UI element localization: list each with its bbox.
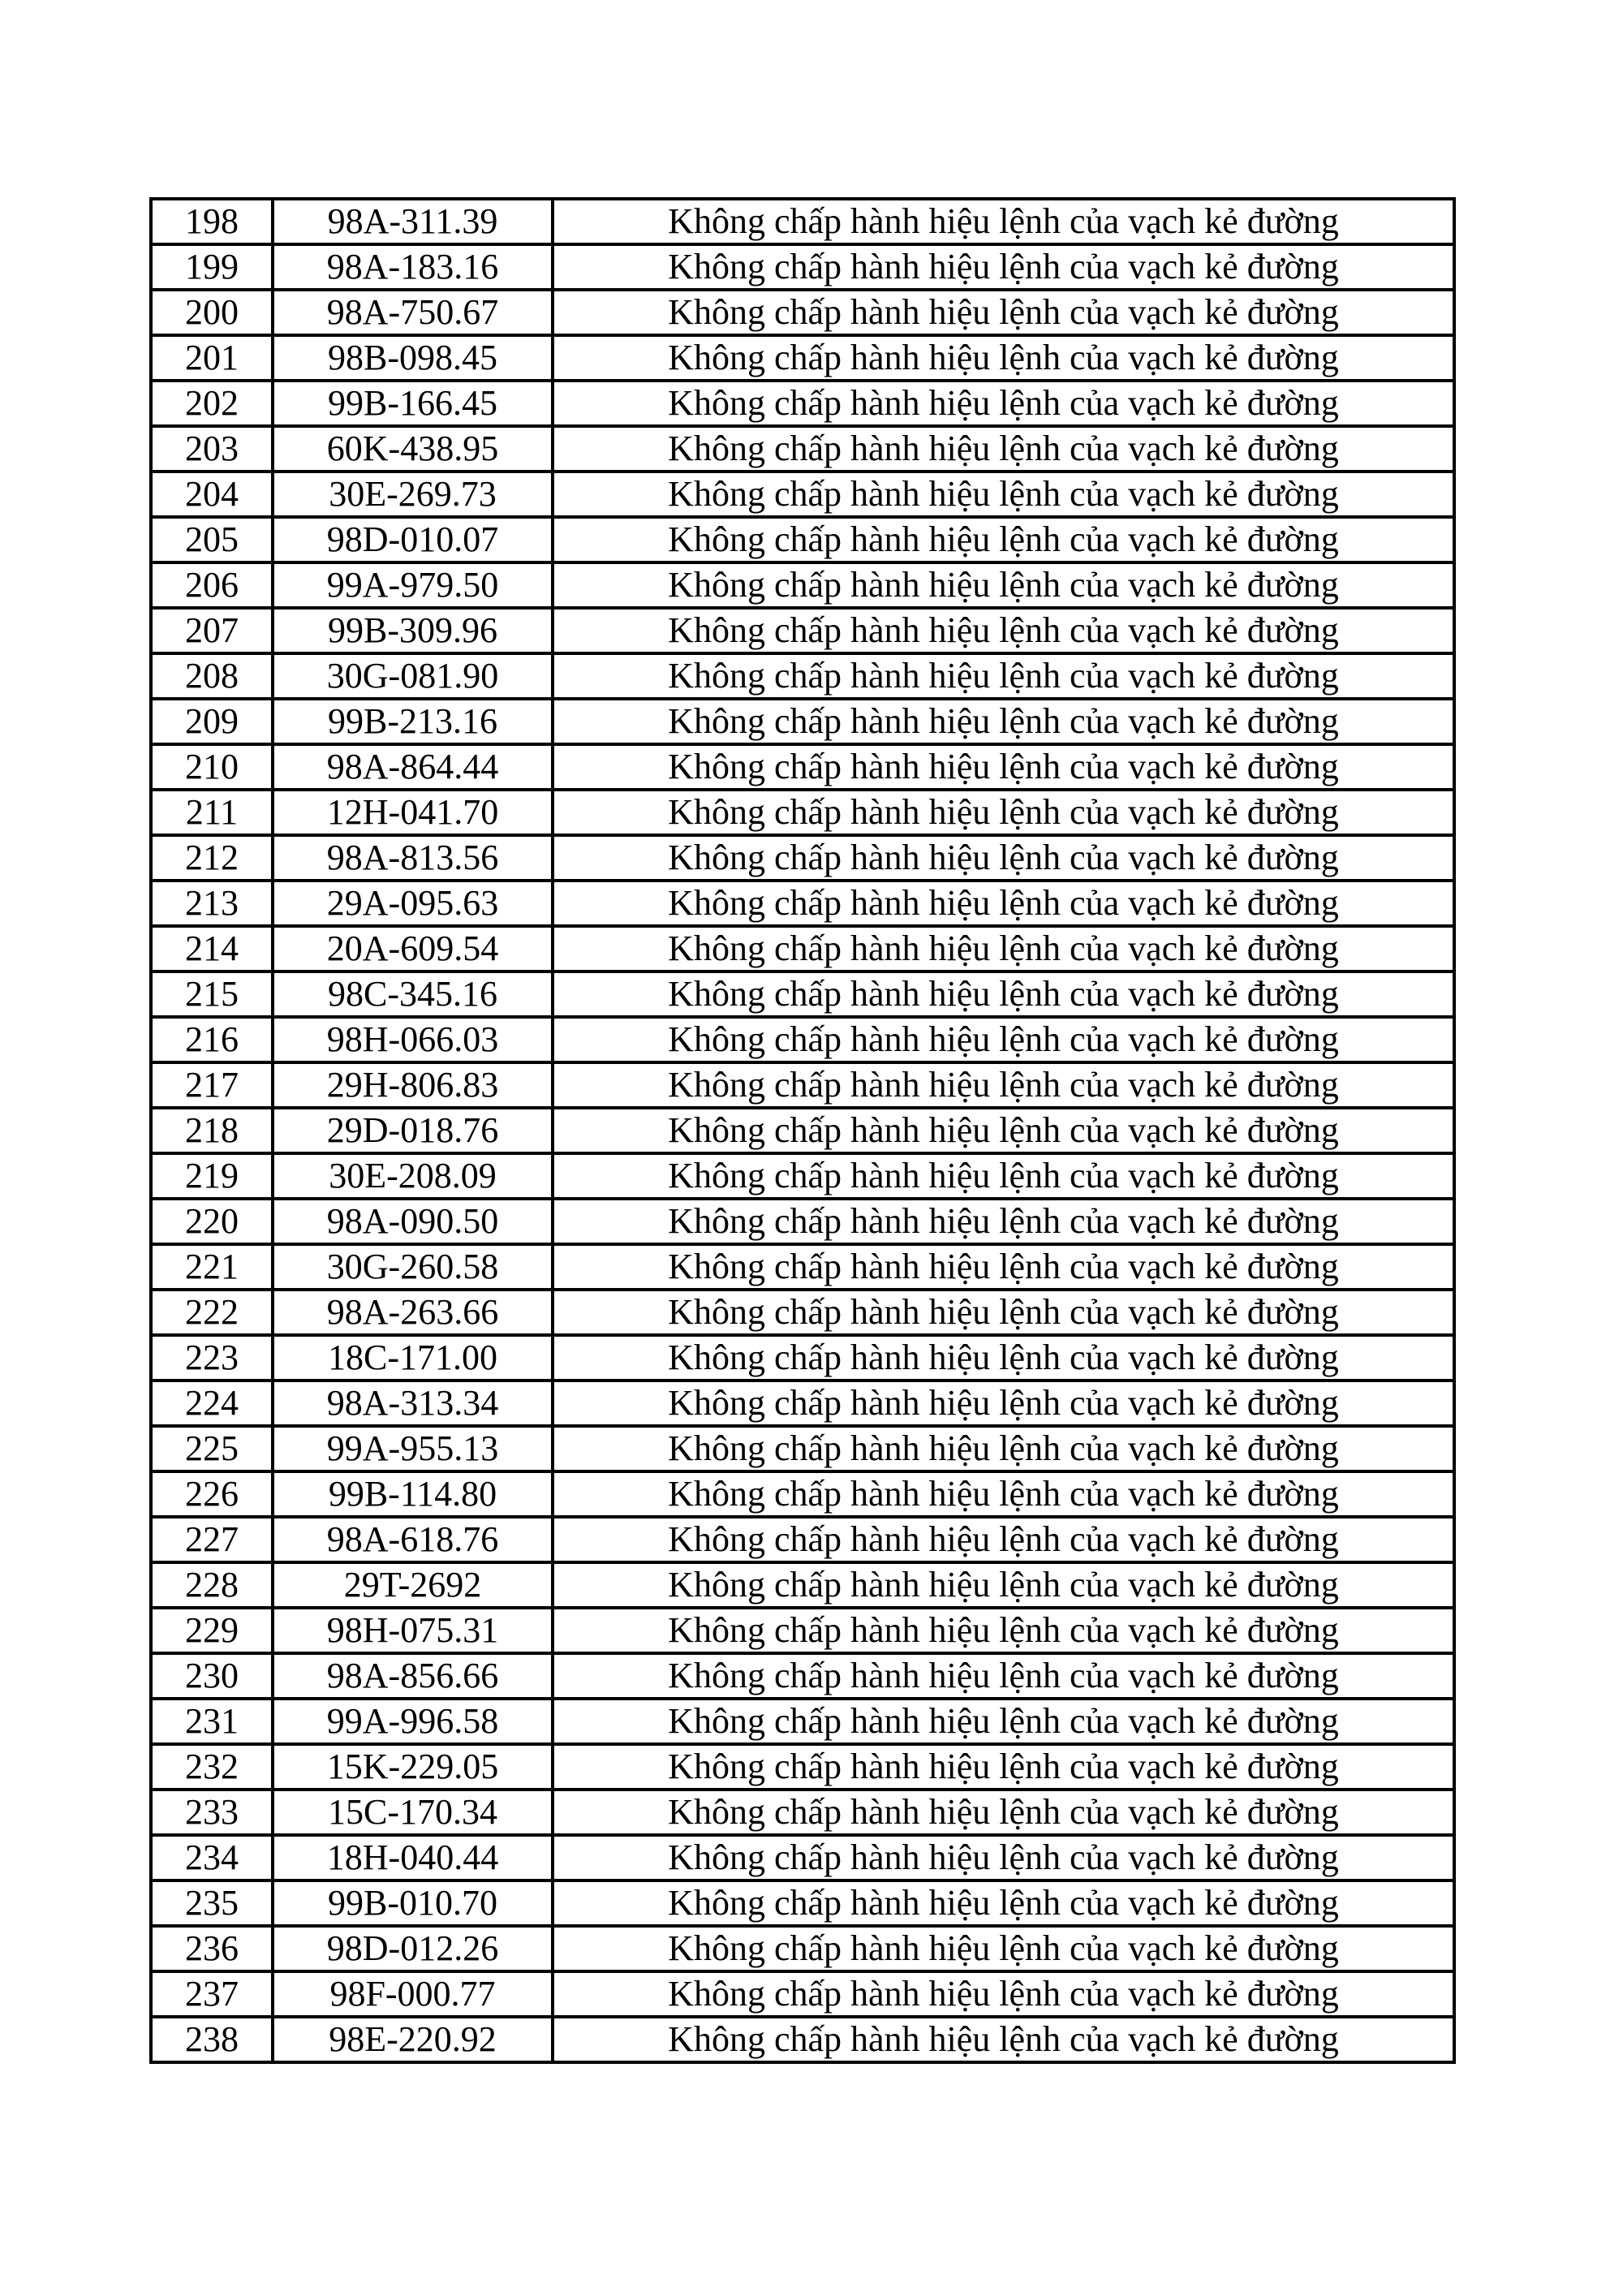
violation-text: Không chấp hành hiệu lệnh của vạch kẻ đường [668, 1701, 1339, 1741]
plate-cell [273, 1426, 553, 1471]
violation-text: Không chấp hành hiệu lệnh của vạch kẻ đường [668, 1837, 1339, 1877]
plate-cell [273, 744, 553, 790]
table-row [151, 744, 1454, 790]
row-index: 226 [185, 1474, 239, 1514]
violation-cell [553, 699, 1454, 744]
table-row [151, 1153, 1454, 1199]
plate-number: 98A-618.76 [326, 1519, 499, 1559]
row-index: 223 [185, 1338, 239, 1377]
row-index-cell [151, 1608, 273, 1653]
violation-text: Không chấp hành hiệu lệnh của vạch kẻ đường [668, 1656, 1339, 1695]
row-index-cell [151, 1926, 273, 1971]
row-index-cell [151, 1153, 273, 1199]
plate-number: 98C-345.16 [328, 974, 497, 1014]
row-index-cell [151, 1381, 273, 1426]
violation-cell [553, 244, 1454, 290]
plate-number: 99B-309.96 [328, 610, 497, 650]
row-index: 204 [185, 474, 239, 514]
plate-cell [273, 1108, 553, 1153]
table-row [151, 1835, 1454, 1880]
row-index-cell [151, 517, 273, 562]
plate-number: 98F-000.77 [329, 1974, 496, 2014]
violation-cell [553, 1880, 1454, 1926]
table-row [151, 381, 1454, 426]
violation-text: Không chấp hành hiệu lệnh của vạch kẻ đường [668, 1428, 1339, 1468]
plate-cell [273, 1017, 553, 1062]
violation-cell [553, 426, 1454, 472]
row-index: 231 [185, 1701, 239, 1741]
row-index: 206 [185, 565, 239, 605]
row-index: 213 [185, 883, 239, 923]
plate-cell [273, 290, 553, 335]
plate-number: 98A-856.66 [326, 1656, 499, 1695]
plate-number: 98A-864.44 [326, 747, 499, 786]
row-index: 207 [185, 610, 239, 650]
row-index-cell [151, 1835, 273, 1880]
row-index: 233 [185, 1792, 239, 1832]
table-row [151, 1108, 1454, 1153]
row-index-cell [151, 1517, 273, 1562]
table-row [151, 608, 1454, 653]
plate-number: 30G-260.58 [326, 1247, 499, 1286]
table-row [151, 699, 1454, 744]
plate-number: 98H-075.31 [326, 1610, 499, 1650]
row-index: 217 [185, 1065, 239, 1105]
plate-cell [273, 244, 553, 290]
plate-cell [273, 1562, 553, 1608]
violation-cell [553, 971, 1454, 1017]
row-index: 230 [185, 1656, 239, 1695]
table-row [151, 290, 1454, 335]
table-row [151, 1744, 1454, 1790]
violation-text: Không chấp hành hiệu lệnh của vạch kẻ đường [668, 519, 1339, 559]
violation-text: Không chấp hành hiệu lệnh của vạch kẻ đường [668, 429, 1339, 468]
violation-text: Không chấp hành hiệu lệnh của vạch kẻ đường [668, 883, 1339, 923]
plate-number: 20A-609.54 [326, 928, 499, 968]
plate-cell [273, 1653, 553, 1699]
plate-cell [273, 426, 553, 472]
violations-table [149, 197, 1456, 2064]
plate-cell [273, 1790, 553, 1835]
plate-number: 98A-183.16 [326, 247, 499, 286]
table-row [151, 1335, 1454, 1381]
table-row [151, 244, 1454, 290]
plate-cell [273, 381, 553, 426]
table-row [151, 199, 1454, 244]
violation-cell [553, 199, 1454, 244]
violation-text: Không chấp hành hiệu lệnh của vạch kẻ đường [668, 1110, 1339, 1150]
row-index: 232 [185, 1747, 239, 1786]
row-index-cell [151, 653, 273, 699]
plate-cell [273, 699, 553, 744]
violation-cell [553, 1290, 1454, 1335]
table-row [151, 881, 1454, 926]
plate-cell [273, 1471, 553, 1517]
row-index: 205 [185, 519, 239, 559]
plate-number: 98A-813.56 [326, 838, 499, 877]
table-row [151, 653, 1454, 699]
plate-number: 98A-750.67 [326, 292, 499, 332]
table-row [151, 1699, 1454, 1744]
plate-cell [273, 517, 553, 562]
violation-cell [553, 881, 1454, 926]
plate-cell [273, 835, 553, 881]
row-index: 215 [185, 974, 239, 1014]
row-index: 237 [185, 1974, 239, 2014]
row-index-cell [151, 244, 273, 290]
row-index: 210 [185, 747, 239, 786]
violation-cell [553, 1744, 1454, 1790]
row-index: 234 [185, 1837, 239, 1877]
row-index-cell [151, 1017, 273, 1062]
violation-text: Không chấp hành hiệu lệnh của vạch kẻ đường [668, 201, 1339, 241]
table-row [151, 1562, 1454, 1608]
violations-table-body [151, 199, 1454, 2062]
violation-text: Không chấp hành hiệu lệnh của vạch kẻ đường [668, 1565, 1339, 1605]
violation-cell [553, 926, 1454, 971]
violation-text: Không chấp hành hiệu lệnh của vạch kẻ đường [668, 928, 1339, 968]
row-index: 200 [185, 292, 239, 332]
violation-cell [553, 517, 1454, 562]
table-row [151, 517, 1454, 562]
table-row [151, 472, 1454, 517]
plate-cell [273, 1335, 553, 1381]
violation-text: Không chấp hành hiệu lệnh của vạch kẻ đường [668, 1747, 1339, 1786]
plate-number: 29A-095.63 [326, 883, 499, 923]
plate-cell [273, 1290, 553, 1335]
table-row [151, 1199, 1454, 1244]
violation-text: Không chấp hành hiệu lệnh của vạch kẻ đường [668, 1019, 1339, 1059]
plate-number: 98B-098.45 [328, 338, 497, 377]
row-index: 203 [185, 429, 239, 468]
plate-number: 99B-213.16 [328, 701, 497, 741]
row-index-cell [151, 1880, 273, 1926]
plate-cell [273, 562, 553, 608]
table-row [151, 790, 1454, 835]
plate-number: 98A-263.66 [326, 1292, 499, 1332]
violation-text: Không chấp hành hiệu lệnh của vạch kẻ đường [668, 1156, 1339, 1195]
violation-cell [553, 1835, 1454, 1880]
plate-cell [273, 1062, 553, 1108]
plate-number: 99B-114.80 [328, 1474, 497, 1514]
row-index-cell [151, 926, 273, 971]
plate-number: 99B-166.45 [328, 383, 497, 423]
plate-number: 98A-311.39 [327, 201, 498, 241]
violation-text: Không chấp hành hiệu lệnh của vạch kẻ đường [668, 747, 1339, 786]
violation-text: Không chấp hành hiệu lệnh của vạch kẻ đường [668, 474, 1339, 514]
row-index-cell [151, 472, 273, 517]
row-index-cell [151, 1790, 273, 1835]
violation-text: Không chấp hành hiệu lệnh của vạch kẻ đường [668, 1338, 1339, 1377]
row-index: 225 [185, 1428, 239, 1468]
plate-cell [273, 1971, 553, 2017]
plate-number: 99A-979.50 [326, 565, 499, 605]
row-index: 220 [185, 1201, 239, 1241]
violation-text: Không chấp hành hiệu lệnh của vạch kẻ đường [668, 1292, 1339, 1332]
violation-cell [553, 1562, 1454, 1608]
row-index: 208 [185, 656, 239, 696]
row-index-cell [151, 971, 273, 1017]
violation-text: Không chấp hành hiệu lệnh của vạch kẻ đường [668, 1247, 1339, 1286]
row-index-cell [151, 199, 273, 244]
violation-text: Không chấp hành hiệu lệnh của vạch kẻ đường [668, 701, 1339, 741]
table-row [151, 1244, 1454, 1290]
row-index-cell [151, 1062, 273, 1108]
violation-text: Không chấp hành hiệu lệnh của vạch kẻ đường [668, 338, 1339, 377]
row-index-cell [151, 881, 273, 926]
plate-number: 15K-229.05 [326, 1747, 499, 1786]
plate-number: 98A-090.50 [326, 1201, 499, 1241]
row-index: 222 [185, 1292, 239, 1332]
plate-cell [273, 472, 553, 517]
violation-cell [553, 835, 1454, 881]
table-row [151, 2017, 1454, 2062]
plate-cell [273, 1926, 553, 1971]
row-index: 238 [185, 2019, 239, 2059]
violation-text: Không chấp hành hiệu lệnh của vạch kẻ đường [668, 383, 1339, 423]
plate-number: 29T-2692 [343, 1565, 482, 1605]
violation-cell [553, 1971, 1454, 2017]
plate-number: 15C-170.34 [328, 1792, 497, 1832]
row-index-cell [151, 790, 273, 835]
violation-cell [553, 562, 1454, 608]
row-index: 202 [185, 383, 239, 423]
row-index: 209 [185, 701, 239, 741]
plate-number: 98D-010.07 [326, 519, 499, 559]
plate-number: 60K-438.95 [326, 429, 499, 468]
plate-cell [273, 790, 553, 835]
row-index: 229 [185, 1610, 239, 1650]
plate-number: 12H-041.70 [326, 792, 499, 832]
table-row [151, 1062, 1454, 1108]
plate-number: 29H-806.83 [326, 1065, 499, 1105]
row-index: 221 [185, 1247, 239, 1286]
plate-cell [273, 1199, 553, 1244]
table-row [151, 335, 1454, 381]
row-index-cell [151, 381, 273, 426]
table-row [151, 1471, 1454, 1517]
violation-text: Không chấp hành hiệu lệnh của vạch kẻ đường [668, 792, 1339, 832]
violation-cell [553, 1335, 1454, 1381]
table-row [151, 1790, 1454, 1835]
table-row [151, 971, 1454, 1017]
row-index: 219 [185, 1156, 239, 1195]
row-index-cell [151, 1199, 273, 1244]
table-row [151, 1517, 1454, 1562]
row-index: 216 [185, 1019, 239, 1059]
violation-cell [553, 1699, 1454, 1744]
violation-cell [553, 335, 1454, 381]
violation-text: Không chấp hành hiệu lệnh của vạch kẻ đường [668, 974, 1339, 1014]
violation-text: Không chấp hành hiệu lệnh của vạch kẻ đường [668, 838, 1339, 877]
row-index-cell [151, 608, 273, 653]
violation-cell [553, 1017, 1454, 1062]
plate-cell [273, 926, 553, 971]
plate-number: 98A-313.34 [326, 1383, 499, 1423]
plate-cell [273, 1517, 553, 1562]
plate-cell [273, 1835, 553, 1880]
table-row [151, 1971, 1454, 2017]
row-index: 224 [185, 1383, 239, 1423]
violation-cell [553, 1790, 1454, 1835]
violation-cell [553, 1381, 1454, 1426]
plate-cell [273, 653, 553, 699]
violation-text: Không chấp hành hiệu lệnh của vạch kẻ đường [668, 610, 1339, 650]
table-row [151, 1926, 1454, 1971]
row-index: 235 [185, 1883, 239, 1923]
violation-text: Không chấp hành hiệu lệnh của vạch kẻ đường [668, 292, 1339, 332]
violation-text: Không chấp hành hiệu lệnh của vạch kẻ đường [668, 656, 1339, 696]
table-row [151, 1290, 1454, 1335]
violation-text: Không chấp hành hiệu lệnh của vạch kẻ đường [668, 565, 1339, 605]
violation-text: Không chấp hành hiệu lệnh của vạch kẻ đường [668, 1519, 1339, 1559]
row-index-cell [151, 1971, 273, 2017]
plate-number: 30E-208.09 [329, 1156, 497, 1195]
plate-cell [273, 1153, 553, 1199]
violation-cell [553, 790, 1454, 835]
plate-number: 29D-018.76 [326, 1110, 499, 1150]
violation-cell [553, 2017, 1454, 2062]
plate-cell [273, 971, 553, 1017]
plate-number: 18H-040.44 [326, 1837, 499, 1877]
table-row [151, 562, 1454, 608]
table-row [151, 835, 1454, 881]
row-index-cell [151, 290, 273, 335]
plate-cell [273, 1381, 553, 1426]
row-index-cell [151, 335, 273, 381]
row-index-cell [151, 1562, 273, 1608]
violation-text: Không chấp hành hiệu lệnh của vạch kẻ đường [668, 1201, 1339, 1241]
row-index: 212 [185, 838, 239, 877]
row-index: 211 [185, 792, 239, 832]
plate-number: 99A-996.58 [326, 1701, 499, 1741]
row-index-cell [151, 1699, 273, 1744]
plate-cell [273, 335, 553, 381]
row-index-cell [151, 562, 273, 608]
row-index-cell [151, 2017, 273, 2062]
plate-cell [273, 2017, 553, 2062]
plate-number: 18C-171.00 [328, 1338, 497, 1377]
violation-cell [553, 1062, 1454, 1108]
row-index-cell [151, 426, 273, 472]
violation-cell [553, 1426, 1454, 1471]
row-index-cell [151, 835, 273, 881]
plate-number: 98D-012.26 [326, 1928, 499, 1968]
row-index-cell [151, 1290, 273, 1335]
violation-cell [553, 653, 1454, 699]
row-index: 218 [185, 1110, 239, 1150]
row-index: 199 [185, 247, 239, 286]
violation-cell [553, 1244, 1454, 1290]
row-index: 236 [185, 1928, 239, 1968]
violation-cell [553, 1153, 1454, 1199]
violation-cell [553, 1199, 1454, 1244]
table-row [151, 426, 1454, 472]
row-index-cell [151, 1744, 273, 1790]
plate-number: 98E-220.92 [329, 2019, 497, 2059]
row-index-cell [151, 1335, 273, 1381]
table-row [151, 1653, 1454, 1699]
plate-number: 99B-010.70 [328, 1883, 497, 1923]
table-row [151, 1017, 1454, 1062]
violation-cell [553, 1517, 1454, 1562]
violation-cell [553, 608, 1454, 653]
violation-cell [553, 1926, 1454, 1971]
plate-cell [273, 1244, 553, 1290]
plate-number: 98H-066.03 [326, 1019, 499, 1059]
plate-number: 99A-955.13 [326, 1428, 499, 1468]
violation-text: Không chấp hành hiệu lệnh của vạch kẻ đường [668, 1383, 1339, 1423]
row-index-cell [151, 1244, 273, 1290]
row-index-cell [151, 1108, 273, 1153]
row-index-cell [151, 699, 273, 744]
violation-text: Không chấp hành hiệu lệnh của vạch kẻ đường [668, 247, 1339, 286]
row-index-cell [151, 744, 273, 790]
plate-cell [273, 1699, 553, 1744]
table-row [151, 1608, 1454, 1653]
table-row [151, 926, 1454, 971]
plate-cell [273, 881, 553, 926]
violation-text: Không chấp hành hiệu lệnh của vạch kẻ đường [668, 1883, 1339, 1923]
violation-text: Không chấp hành hiệu lệnh của vạch kẻ đường [668, 1792, 1339, 1832]
plate-cell [273, 199, 553, 244]
plate-number: 30E-269.73 [329, 474, 497, 514]
violation-cell [553, 472, 1454, 517]
plate-number: 30G-081.90 [326, 656, 499, 696]
plate-cell [273, 1744, 553, 1790]
violation-text: Không chấp hành hiệu lệnh của vạch kẻ đường [668, 1974, 1339, 2014]
violation-cell [553, 1653, 1454, 1699]
violation-text: Không chấp hành hiệu lệnh của vạch kẻ đường [668, 1928, 1339, 1968]
violation-text: Không chấp hành hiệu lệnh của vạch kẻ đường [668, 1065, 1339, 1105]
violation-cell [553, 381, 1454, 426]
row-index: 214 [185, 928, 239, 968]
table-row [151, 1381, 1454, 1426]
violation-text: Không chấp hành hiệu lệnh của vạch kẻ đường [668, 1610, 1339, 1650]
table-row [151, 1426, 1454, 1471]
row-index: 201 [185, 338, 239, 377]
violation-cell [553, 1471, 1454, 1517]
violation-text: Không chấp hành hiệu lệnh của vạch kẻ đường [668, 2019, 1339, 2059]
plate-cell [273, 608, 553, 653]
row-index: 198 [185, 201, 239, 241]
violation-cell [553, 744, 1454, 790]
violation-cell [553, 290, 1454, 335]
row-index-cell [151, 1653, 273, 1699]
violation-text: Không chấp hành hiệu lệnh của vạch kẻ đường [668, 1474, 1339, 1514]
row-index: 227 [185, 1519, 239, 1559]
violation-cell [553, 1108, 1454, 1153]
row-index: 228 [185, 1565, 239, 1605]
plate-cell [273, 1880, 553, 1926]
row-index-cell [151, 1426, 273, 1471]
row-index-cell [151, 1471, 273, 1517]
violation-cell [553, 1608, 1454, 1653]
plate-cell [273, 1608, 553, 1653]
table-row [151, 1880, 1454, 1926]
